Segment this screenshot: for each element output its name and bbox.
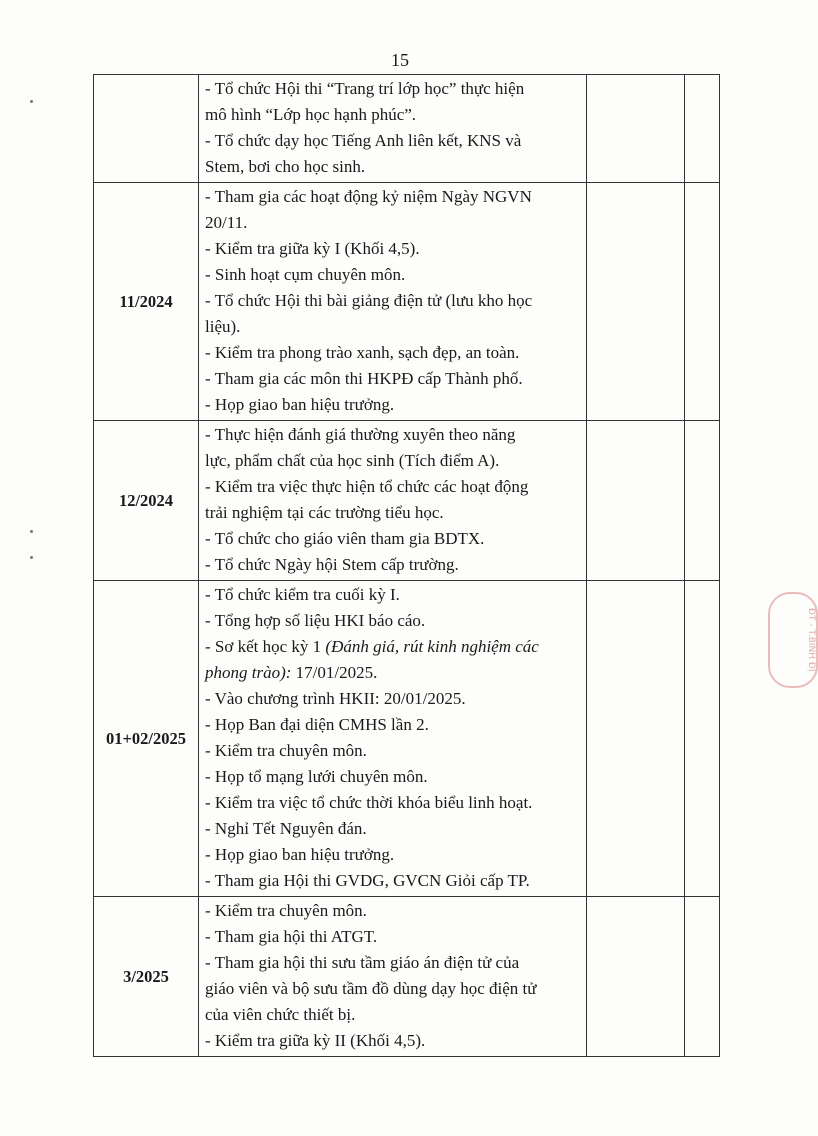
activity-line — [205, 868, 580, 894]
status-cell-b — [685, 897, 720, 1057]
activity-line — [205, 582, 580, 608]
month-cell: 11/2024 — [94, 183, 199, 421]
activity-text: - Tổ chức Hội thi “Trang trí lớp học” thực hiện — [205, 79, 525, 98]
status-cell-a — [587, 183, 685, 421]
activity-text: - Sơ kết học kỳ 1 — [205, 637, 326, 656]
status-cell-a — [587, 75, 685, 183]
activity-line — [205, 184, 580, 210]
month-cell: 3/2025 — [94, 897, 199, 1057]
activity-line — [205, 288, 580, 314]
plan-row — [94, 897, 720, 1057]
plan-row — [94, 75, 720, 183]
red-stamp: ĐT - T.BÌNH ĐỊ — [768, 592, 818, 688]
activity-line — [205, 764, 580, 790]
activity-line — [205, 1028, 580, 1054]
activities-cell — [199, 897, 587, 1057]
activity-text-after: 17/01/2025. — [291, 663, 378, 682]
activity-text: Stem, bơi cho học sinh. — [205, 157, 366, 176]
plan-row — [94, 421, 720, 581]
plan-table — [93, 74, 720, 1057]
month-cell — [94, 75, 199, 183]
status-cell-b — [685, 421, 720, 581]
activity-text: - Tham gia các môn thi HKPĐ cấp Thành phố. — [205, 369, 523, 388]
activities-cell — [199, 75, 587, 183]
activity-line — [205, 366, 580, 392]
activity-line — [205, 898, 580, 924]
activity-line — [205, 340, 580, 366]
activity-text: - Tham gia hội thi ATGT. — [205, 927, 378, 946]
plan-row — [94, 581, 720, 897]
activity-line — [205, 76, 580, 102]
activity-line — [205, 210, 580, 236]
page-number: 15 — [391, 50, 409, 70]
activity-text: - Tham gia hội thi sưu tầm giáo án điện tử của — [205, 953, 520, 972]
month-cell: 12/2024 — [94, 421, 199, 581]
activity-line — [205, 500, 580, 526]
status-cell-b — [685, 183, 720, 421]
status-cell-a — [587, 581, 685, 897]
status-cell-b — [685, 75, 720, 183]
activity-line — [205, 950, 580, 976]
activity-text: trải nghiệm tại các trường tiểu học. — [205, 503, 444, 522]
activity-text: - Kiểm tra giữa kỳ I (Khối 4,5). — [205, 239, 420, 258]
activity-line — [205, 154, 580, 180]
activity-text: - Tham gia các hoạt động kỷ niệm Ngày NGVN — [205, 187, 532, 206]
activity-line — [205, 262, 580, 288]
margin-mark — [30, 530, 33, 533]
activity-line — [205, 976, 580, 1002]
activity-text: - Kiểm tra việc thực hiện tổ chức các hoạt động — [205, 477, 529, 496]
activity-text: - Tổng hợp số liệu HKI báo cáo. — [205, 611, 426, 630]
plan-row — [94, 183, 720, 421]
activity-line — [205, 686, 580, 712]
activity-text: - Tổ chức Hội thi bài giảng điện tử (lưu kho học — [205, 291, 533, 310]
activity-line — [205, 738, 580, 764]
activity-text: - Tham gia Hội thi GVDG, GVCN Giỏi cấp TP. — [205, 871, 530, 890]
activity-text: - Kiểm tra phong trào xanh, sạch đẹp, an toàn. — [205, 343, 520, 362]
activity-text: - Vào chương trình HKII: 20/01/2025. — [205, 689, 466, 708]
activity-line — [205, 102, 580, 128]
activity-line — [205, 660, 580, 686]
activity-line — [205, 314, 580, 340]
status-cell-b — [685, 581, 720, 897]
activity-text: - Tổ chức dạy học Tiếng Anh liên kết, KNS và — [205, 131, 522, 150]
activity-line — [205, 236, 580, 262]
margin-mark — [30, 100, 33, 103]
activity-text: - Sinh hoạt cụm chuyên môn. — [205, 265, 406, 284]
activity-line — [205, 392, 580, 418]
activity-text: của viên chức thiết bị. — [205, 1005, 356, 1024]
activity-text: - Kiểm tra giữa kỳ II (Khối 4,5). — [205, 1031, 426, 1050]
activity-line — [205, 448, 580, 474]
activity-italic-text: (Đánh giá, rút kinh nghiệm các — [325, 637, 539, 656]
activity-text: - Họp tổ mạng lưới chuyên môn. — [205, 767, 428, 786]
status-cell-a — [587, 897, 685, 1057]
activity-text: - Nghỉ Tết Nguyên đán. — [205, 819, 367, 838]
activity-line — [205, 842, 580, 868]
month-cell: 01+02/2025 — [94, 581, 199, 897]
activity-text: - Thực hiện đánh giá thường xuyên theo năng — [205, 425, 516, 444]
plan-table-body — [94, 75, 720, 1057]
activity-line — [205, 924, 580, 950]
activity-line — [205, 712, 580, 738]
activity-text: - Tổ chức kiểm tra cuối kỳ I. — [205, 585, 400, 604]
status-cell-a — [587, 421, 685, 581]
activity-text: - Tổ chức cho giáo viên tham gia BDTX. — [205, 529, 485, 548]
activity-line — [205, 422, 580, 448]
activity-text: 20/11. — [205, 213, 248, 232]
activity-italic-text: phong trào): — [205, 663, 292, 682]
activities-cell — [199, 183, 587, 421]
activity-text: lực, phẩm chất của học sinh (Tích điểm A). — [205, 451, 500, 470]
activity-line — [205, 816, 580, 842]
activities-cell — [199, 581, 587, 897]
activity-text: liệu). — [205, 317, 241, 336]
activity-text: - Kiểm tra chuyên môn. — [205, 901, 367, 920]
activity-line — [205, 526, 580, 552]
activity-line — [205, 552, 580, 578]
activity-line — [205, 634, 580, 660]
activity-text: - Tổ chức Ngày hội Stem cấp trường. — [205, 555, 459, 574]
activity-line — [205, 608, 580, 634]
activity-text: giáo viên và bộ sưu tầm đồ dùng dạy học điện tử — [205, 979, 537, 998]
activity-line — [205, 790, 580, 816]
activity-text: - Họp Ban đại diện CMHS lần 2. — [205, 715, 429, 734]
activity-line — [205, 474, 580, 500]
activity-text: - Kiểm tra việc tổ chức thời khóa biểu linh hoạt. — [205, 793, 533, 812]
activity-text: mô hình “Lớp học hạnh phúc”. — [205, 105, 417, 124]
activity-text: - Họp giao ban hiệu trưởng. — [205, 395, 395, 414]
activity-text: - Kiểm tra chuyên môn. — [205, 741, 367, 760]
activity-line — [205, 128, 580, 154]
margin-mark — [30, 556, 33, 559]
activity-line — [205, 1002, 580, 1028]
activities-cell — [199, 421, 587, 581]
activity-text: - Họp giao ban hiệu trưởng. — [205, 845, 395, 864]
